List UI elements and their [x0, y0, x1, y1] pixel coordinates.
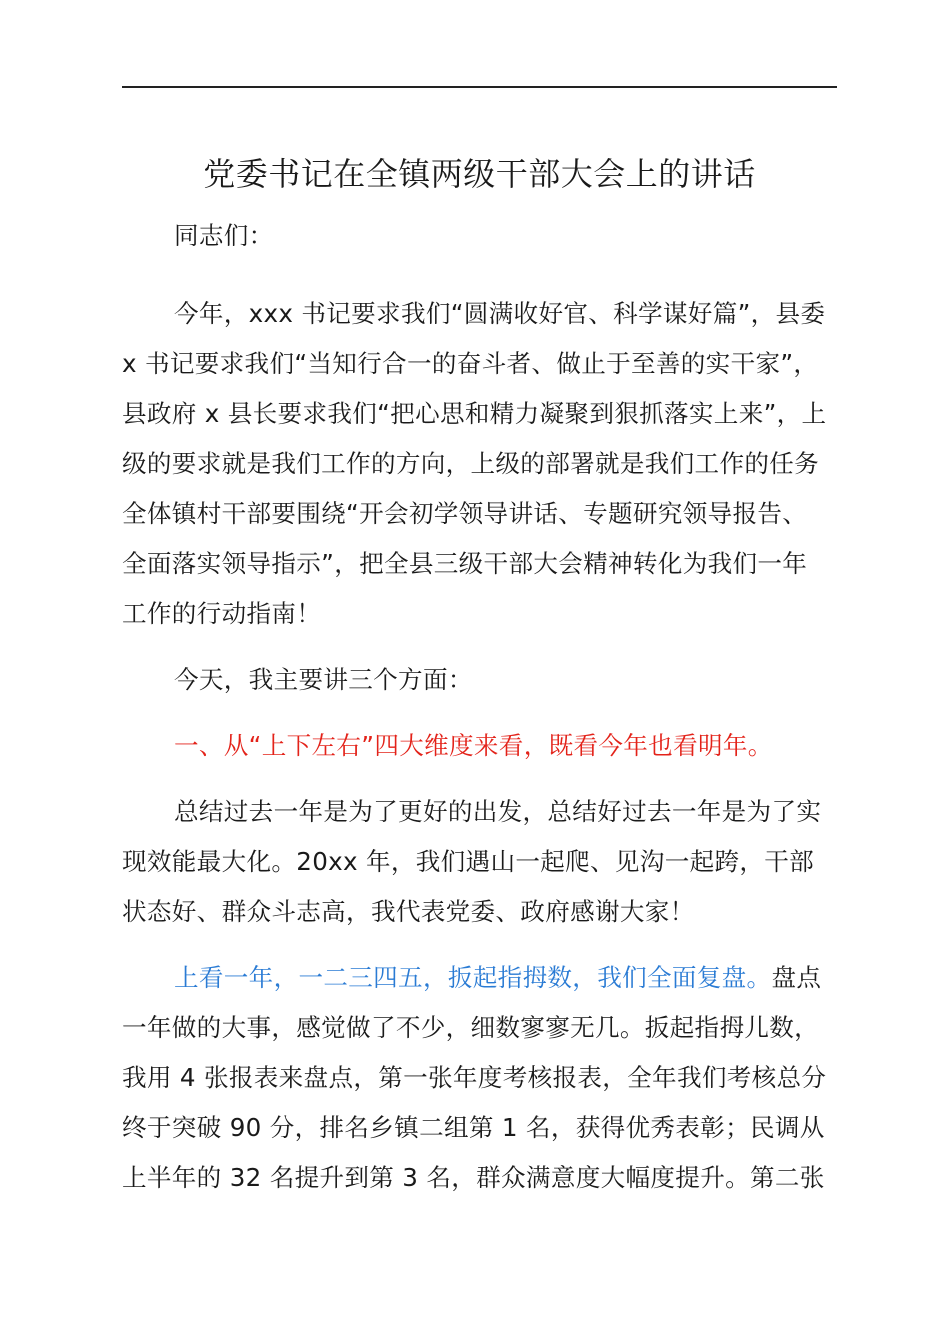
paragraph-line: 总结过去一年是为了更好的出发，总结好过去一年是为了实 — [174, 797, 822, 826]
paragraph-line: 上半年的 32 名提升到第 3 名，群众满意度大幅度提升。第二张 — [122, 1163, 825, 1192]
paragraph-line: 工作的行动指南！ — [122, 599, 322, 628]
header-rule — [122, 86, 837, 88]
paragraph-line — [174, 958, 837, 998]
paragraph-line: 我用 4 张报表来盘点，第一张年度考核报表，全年我们考核总分 — [122, 1063, 827, 1092]
paragraph-line: 全体镇村干部要围绕“开会初学领导讲话、专题研究领导报告、 — [122, 499, 808, 528]
paragraph-line: 县政府 x 县长要求我们“把心思和精力凝聚到狠抓落实上来”，上 — [122, 399, 827, 428]
sub-heading: 上看一年，一二三四五，扳起指拇数，我们全面复盘。 — [174, 963, 772, 992]
paragraph-line: 一年做的大事，感觉做了不少，细数寥寥无几。扳起指拇儿数， — [122, 1013, 820, 1042]
paragraph-line: 今天，我主要讲三个方面： — [174, 665, 473, 694]
paragraph-line: 终于突破 90 分，排名乡镇二组第 1 名，获得优秀表彰；民调从 — [122, 1113, 825, 1142]
greeting: 同志们： — [174, 221, 274, 250]
paragraph-text: 盘点 — [771, 963, 822, 992]
paragraph-line: 状态好、群众斗志高，我代表党委、政府感谢大家！ — [122, 897, 695, 926]
document-title: 党委书记在全镇两级干部大会上的讲话 — [203, 155, 756, 193]
paragraph-line: 全面落实领导指示”，把全县三级干部大会精神转化为我们一年 — [122, 549, 808, 578]
paragraph-line: 今年，xxx 书记要求我们“圆满收好官、科学谋好篇”，县委 — [174, 299, 826, 328]
section-heading: 一、从“上下左右”四大维度来看，既看今年也看明年。 — [174, 731, 773, 760]
paragraph-line: x 书记要求我们“当知行合一的奋斗者、做止于至善的实干家”， — [122, 349, 819, 378]
paragraph-line: 级的要求就是我们工作的方向，上级的部署就是我们工作的任务 — [122, 449, 820, 478]
paragraph-line: 现效能最大化。20xx 年，我们遇山一起爬、见沟一起跨，干部 — [122, 847, 815, 876]
